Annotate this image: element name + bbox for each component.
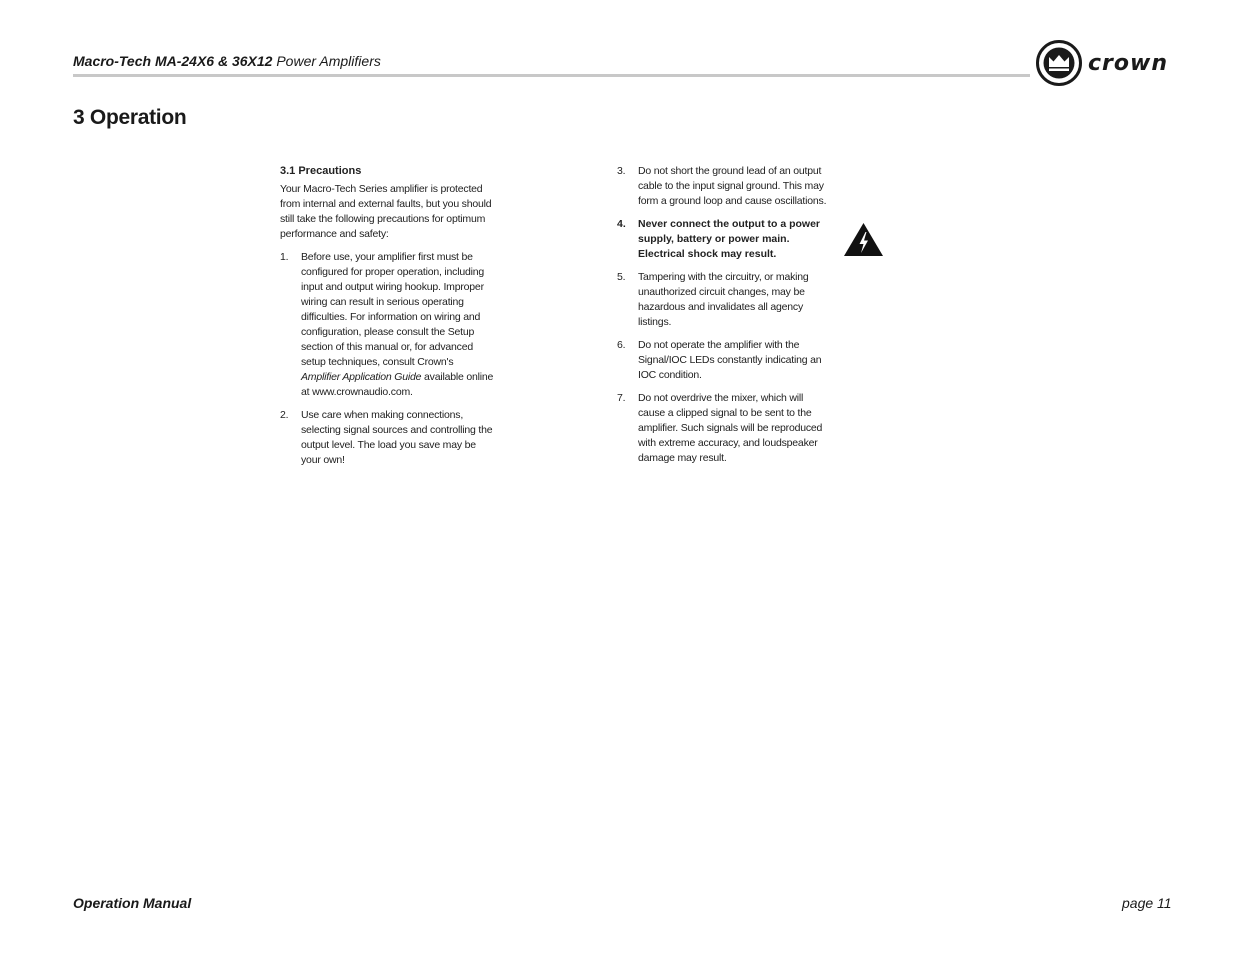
precaution-item-text: Use care when making connections, selecting signal sources and controlling the output level. The load you save may be your own! (301, 409, 493, 466)
precaution-item-number: 5. (617, 271, 626, 283)
header-rule (73, 74, 1030, 77)
precaution-item-text: Before use, your amplifier first must be configured for proper operation, including input and output wiring hookup. Improper wiring can result in serious operating difficulties. For information on wiring and configuration, please consult the Setup section of this manual or, for advanced setup techniques, consult Crown's (301, 251, 485, 368)
precaution-item-3 (617, 164, 832, 209)
left-column (280, 164, 495, 476)
precaution-item-6 (617, 338, 832, 383)
precautions-subhead: 3.1 Precautions (280, 165, 362, 177)
precaution-item-guide-title: Amplifier Application Guide (301, 371, 422, 383)
header-title-model: Macro-Tech MA-24X6 & 36X12 (73, 53, 273, 69)
document-header-title (73, 52, 381, 70)
crown-logo-wordmark: crown (1088, 51, 1168, 76)
precaution-item-5 (617, 270, 832, 330)
precaution-item-text: Do not overdrive the mixer, which will cause a clipped signal to be sent to the amplifier. Such signals will be reproduced with extreme accuracy, and loudspeaker damage may result. (638, 392, 823, 464)
precaution-item-number: 6. (617, 339, 626, 351)
precaution-item-number: 7. (617, 392, 626, 404)
section-title: 3 Operation (73, 106, 187, 129)
precaution-item-number: 3. (617, 165, 626, 177)
electrical-shock-warning-icon (843, 222, 884, 257)
precaution-item-text: Do not short the ground lead of an output cable to the input signal ground. This may form a ground loop and cause oscillations. (638, 165, 827, 207)
crown-logo (1036, 40, 1181, 86)
precaution-item-text-tail: available online at www.crownaudio.com. (301, 371, 494, 398)
footer-manual-title: Operation Manual (73, 895, 192, 911)
precaution-item-number: 1. (280, 251, 289, 263)
precautions-intro: Your Macro-Tech Series amplifier is protected from internal and external faults, but you should still take the following precautions for optimum performance and safety: (280, 183, 492, 240)
precaution-item-text: Do not operate the amplifier with the Signal/IOC LEDs constantly indicating an IOC condition. (638, 339, 822, 381)
precaution-item-number: 2. (280, 409, 289, 421)
precaution-item-text: Never connect the output to a power supply, battery or power main. Electrical shock may result. (638, 218, 821, 260)
precaution-item-text: Tampering with the circuitry, or making unauthorized circuit changes, may be hazardous and invalidates all agency listings. (638, 271, 809, 328)
header-title-product: Power Amplifiers (272, 53, 381, 69)
precaution-item-1 (280, 250, 495, 400)
precaution-item-4 (617, 217, 832, 262)
right-column (617, 164, 832, 474)
precaution-item-2 (280, 408, 495, 468)
footer-page-number: page 11 (1122, 895, 1172, 911)
precaution-item-number: 4. (617, 218, 626, 230)
precaution-item-7 (617, 391, 832, 466)
